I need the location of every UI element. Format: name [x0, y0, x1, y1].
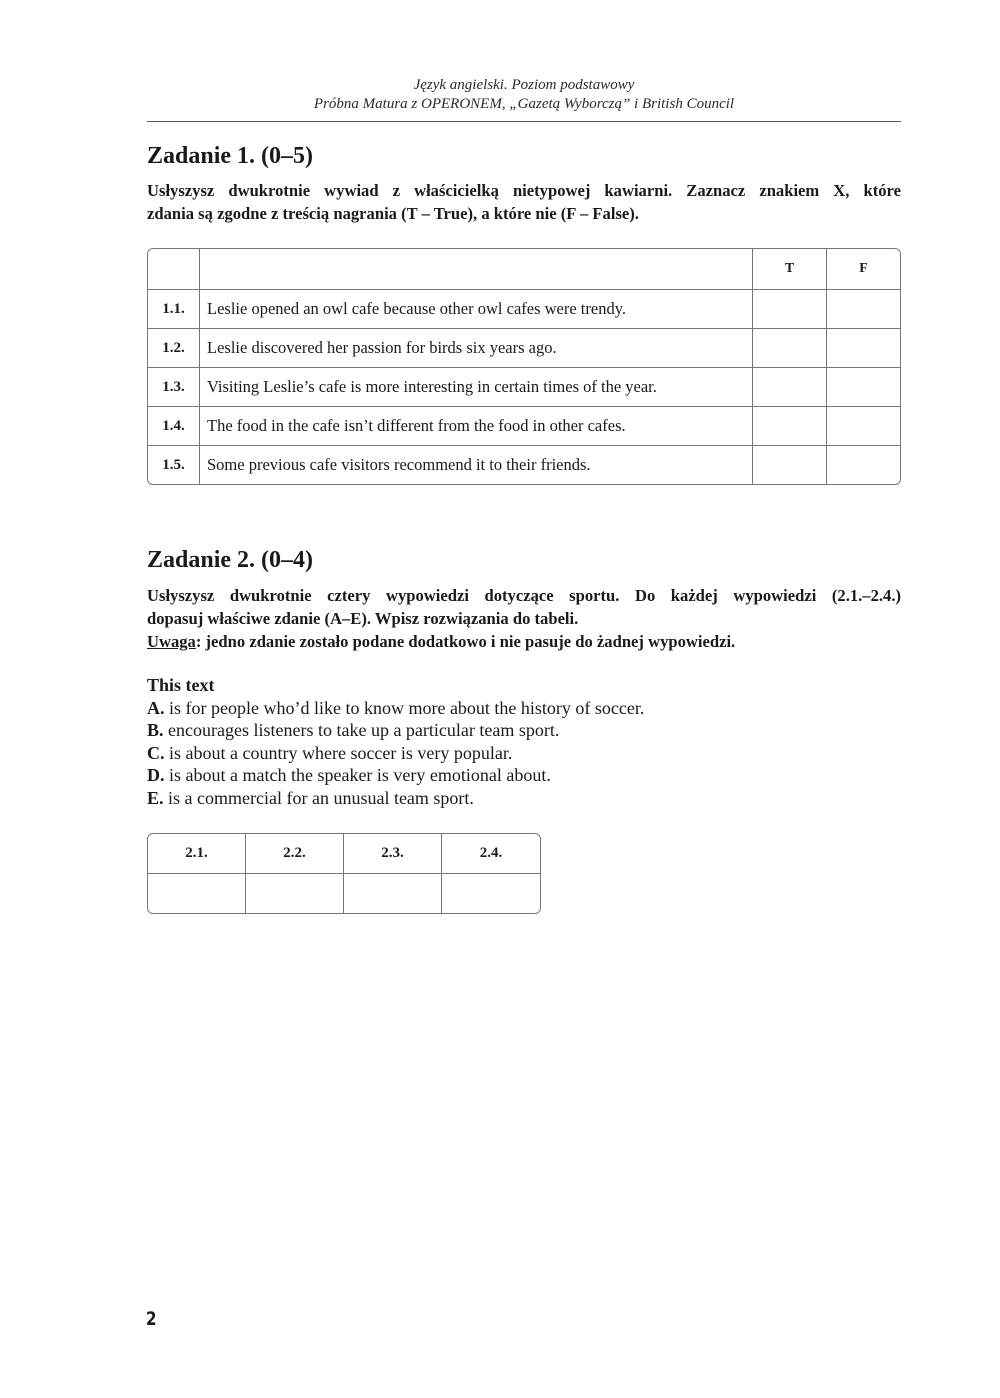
- table-row: [148, 290, 900, 329]
- statement-text: Some previous cafe visitors recommend it to their friends.: [200, 446, 753, 484]
- options-lead: This text: [147, 675, 215, 695]
- header-blank-num: [148, 249, 200, 290]
- answer-cell[interactable]: [246, 874, 344, 913]
- list-item: [147, 697, 901, 720]
- option-letter: B.: [147, 720, 164, 741]
- table-row: [148, 368, 900, 407]
- answer-cell[interactable]: [148, 874, 246, 913]
- answer-cell-f[interactable]: [827, 446, 900, 484]
- task-2-instruction: [147, 584, 901, 653]
- options-list: [147, 674, 901, 810]
- column-header: 2.2.: [246, 834, 344, 874]
- item-number: 1.4.: [148, 407, 200, 446]
- option-text: is a commercial for an unusual team sport.: [163, 787, 474, 808]
- task-2-title: Zadanie 2. (0–4): [147, 547, 314, 573]
- answer-cell-t[interactable]: [753, 290, 827, 329]
- task-2-instruction-line-1: Usłyszysz dwukrotnie cztery wypowiedzi dotyczące sportu. Do każdej wypowiedzi (2.1.–2.4.): [147, 586, 901, 605]
- task-1-title: Zadanie 1. (0–5): [147, 143, 314, 169]
- answer-cell-f[interactable]: [827, 290, 900, 329]
- answer-cell[interactable]: [344, 874, 442, 913]
- list-item: [147, 787, 901, 810]
- page-header: [147, 76, 901, 114]
- list-item: [147, 719, 901, 742]
- matching-header-row: [148, 834, 540, 874]
- matching-answer-row: [148, 874, 540, 913]
- item-number: 1.5.: [148, 446, 200, 484]
- item-number: 1.2.: [148, 329, 200, 368]
- table-row: [148, 407, 900, 446]
- item-number: 1.3.: [148, 368, 200, 407]
- answer-cell-f[interactable]: [827, 368, 900, 407]
- option-letter: E.: [147, 787, 164, 808]
- table-row: [148, 446, 900, 484]
- option-text: is about a match the speaker is very emotional about.: [164, 765, 551, 786]
- list-item: [147, 764, 901, 787]
- answer-cell-f[interactable]: [827, 407, 900, 446]
- statement-text: Visiting Leslie’s cafe is more interesting in certain times of the year.: [200, 368, 753, 407]
- task-2-instruction-line-2: dopasuj właściwe zdanie (A–E). Wpisz rozwiązania do tabeli.: [147, 609, 579, 628]
- header-line-1: Język angielski. Poziom podstawowy: [413, 77, 635, 93]
- matching-answer-table: [147, 833, 541, 914]
- option-letter: C.: [147, 742, 165, 763]
- statement-text: Leslie discovered her passion for birds six years ago.: [200, 329, 753, 368]
- header-rule: [147, 121, 901, 122]
- answer-cell-t[interactable]: [753, 407, 827, 446]
- column-header: 2.4.: [442, 834, 540, 874]
- answer-cell-t[interactable]: [753, 368, 827, 407]
- statement-text: The food in the cafe isn’t different from the food in other cafes.: [200, 407, 753, 446]
- task-1-instruction-line-1: Usłyszysz dwukrotnie wywiad z właścicielką nietypowej kawiarni. Zaznacz znakiem X, które: [147, 181, 901, 200]
- option-letter: A.: [147, 697, 165, 718]
- true-false-header-row: [148, 249, 900, 290]
- statement-text: Leslie opened an owl cafe because other owl cafes were trendy.: [200, 290, 753, 329]
- answer-cell-t[interactable]: [753, 329, 827, 368]
- option-text: encourages listeners to take up a particular team sport.: [163, 720, 560, 741]
- note-text: : jedno zdanie zostało podane dodatkowo i nie pasuje do żadnej wypowiedzi.: [195, 632, 736, 651]
- task-2-note: [147, 630, 901, 653]
- answer-cell-f[interactable]: [827, 329, 900, 368]
- answer-cell-t[interactable]: [753, 446, 827, 484]
- list-item: [147, 742, 901, 765]
- option-letter: D.: [147, 765, 165, 786]
- column-header: 2.3.: [344, 834, 442, 874]
- option-text: is for people who’d like to know more about the history of soccer.: [164, 697, 645, 718]
- column-header-f: F: [827, 249, 900, 290]
- page-number: 2: [146, 1308, 157, 1330]
- column-header-t: T: [753, 249, 827, 290]
- answer-cell[interactable]: [442, 874, 540, 913]
- column-header: 2.1.: [148, 834, 246, 874]
- true-false-table: [147, 248, 901, 485]
- note-label: Uwaga: [147, 632, 196, 651]
- task-1-instruction: [147, 179, 901, 225]
- option-text: is about a country where soccer is very popular.: [164, 742, 513, 763]
- header-blank-statement: [200, 249, 753, 290]
- table-row: [148, 329, 900, 368]
- header-line-2: Próbna Matura z OPERONEM, „Gazetą Wyborczą” i British Council: [313, 96, 735, 112]
- task-1-instruction-line-2: zdania są zgodne z treścią nagrania (T – True), a które nie (F – False).: [147, 204, 639, 223]
- item-number: 1.1.: [148, 290, 200, 329]
